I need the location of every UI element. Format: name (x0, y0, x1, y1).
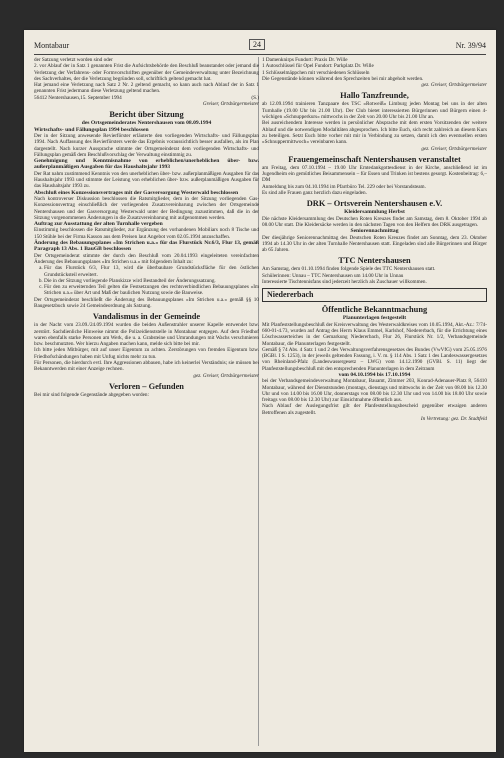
item-text: Die nächste Kleidersammlung des Deutschen Roten Kreuzes findet am Samstag, dem 8. Oktober 1994 ab 08.00 Uhr statt. Die Kleidersäcke werden in den nächsten Tagen von den Helfern des DRK ausgetragen. (262, 215, 487, 228)
section-title: Vandalismus in der Gemeinde (92, 312, 201, 322)
section-title: Bericht über Sitzung (109, 110, 184, 120)
item-text: Schülerinnen: Unnau – TTC Nentershausen um 14.00 Uhr in Unnau (262, 272, 404, 279)
town-box: Niedererbach (262, 288, 487, 302)
right-column (262, 57, 487, 422)
item-heading: Wirtschafts- und Fällungsplan 1994 beschlossen (34, 126, 149, 133)
list-item: c. Für den zu erweiternden Teil gelten die Festsetzungen des rechtsverbindlichen Bebauungsplanes »Im Strichen u.a.« über Art und Maß der baulichen Nutzung sowie die Bauweise. (44, 284, 259, 297)
intro-item-2: 2. vor Ablauf der in Satz 1 genannten Frist die Aufsichtsbehörde den Beschluß beanstandet oder jemand die Verletzung der Verfahrens- oder Formvorschriften gegenüber der Gemeindeverwaltung unter Bezeichnung des Sachverhaltes, der die Verletzung begründen soll, schriftlich geltend gemacht hat. (34, 63, 259, 82)
intro-item-1: der Satzung verletzt worden sind oder (34, 57, 113, 63)
item-text: Der Ortsgemeinderat stimmte der durch den Beschluß vom 20.04.1993 eingeleiteten vereinfachten Änderung des Bebauungsplanes »Im Strichen u.a.« mit folgendem Inhalt zu: (34, 252, 259, 265)
found-item: 1 Damenknirps Fundort: Praxis Dr. Wille (262, 57, 348, 63)
item-text: in der Nacht vom 23.09./24.09.1994 wurden die beiden Außenstrahler unserer Kapelle entwendet bzw. zerstört. Sachdienliche Hinweise nimmt die Polizeidienststelle in Montabaur entgegen. Auf dem Friedhof waren ebenfalls starke Personen am Werk, die u. a. Grabsteine und Umrandungen mit Wachs verschmieren bzw. beschmutzten. Wer hierzu Angaben machen kann, melde sich bitte bei mir. (34, 322, 259, 348)
item-text: Anmeldung bis zum 04.10.1994 im Pfarrbüro Tel. 229 oder bei Vorstandsteam. (262, 183, 426, 190)
section-title: DRK – Ortsverein Nentershausen e.V. (306, 199, 443, 209)
found-item: 1 Schlüsselmäppchen mit verschiedenen Schlüsseln (262, 69, 370, 76)
list-item: a. Für das Flurstück 6/3, Flur 13, wird die überbaubare Grundstücksfläche für den östlichen Grundstücksteil erweitert. (44, 265, 259, 278)
item-text: bei der Verbandsgemeindeverwaltung Montabaur, Bauamt, Zimmer 203, Konrad-Adenauer-Platz 8, 56410 Montabaur, während der Dienststunden (montags, dienstags und mittwochs in der Zeit von 08.00 bis 12.30 Uhr und von 14.00 bis 16.00 Uhr, donnerstags von 08.00 bis 12.30 Uhr und von 14.00 bis 18.00 Uhr sowie freitags von 08.00 bis 12.30 Uhr) zur Einsichtnahme öffentlich aus. (262, 378, 487, 404)
item-heading: Abschluß eines Konzessionsvertrages mit der Gasversorgung Westerwald beschlossen (34, 189, 239, 196)
item-text: Mit Planfeststellungsbeschluß der Kreisverwaltung des Westerwaldkreises vom 10.05.1994, Akt.-Az.: 7/74-660-01-4.73, wurden auf Antrag des Herrn Klaus Emmel, Karlshof, Niedererbach, für die Errichtung eines Löschwasserteiches in der Gemarkung Niedererbach, Flur 26, Flurstück Nr. 1/2, Verbandsgemeinde Montabaur, die Planunterlagen festgestellt. (262, 321, 487, 347)
item-text: ab 12.09.1994 trainieren Tanzpaare des TSC »Rotweiß« Limburg jeden Montag bei uns in der alten Turnhalle (19.00 Uhr bis 21.00 Uhr). Der Club bietet interessierten Bürgerinnen und Bürgern einen 4-wöchigen »Schnupperkurs« mittwochs in der Zeit von 20.00 Uhr bis 21.00 Uhr an. (262, 101, 487, 121)
header-town: Montabaur (34, 41, 70, 50)
item-text: Der Rat nahm zustimmend Kenntnis von den unerheblichen über- bzw. außerplanmäßigen Ausgaben für das Haushaltsjahr 1993 und stimmte der Leistung von erheblichen über- bzw. außerplanmäßigen Ausgaben für das Haushaltsjahr 1993 zu. (34, 170, 259, 190)
section-subtitle: Planunterlagen festgestellt (342, 315, 407, 322)
signature: In Vertretung: gez. Dr. Stadtfeld (420, 416, 487, 423)
section-title: Öffentliche Bekanntmachung (321, 305, 428, 315)
item-heading: Auftrag zur Ausstattung der alten Turnhalle vergeben (34, 221, 163, 228)
issue-number: Nr. 39/94 (455, 41, 486, 50)
page-header (34, 41, 486, 53)
section-title: Verloren – Gefunden (109, 381, 184, 391)
intro-paragraph: Hat jemand eine Verletzung nach Satz 2 Nr. 2 geltend gemacht, so kann auch nach Ablauf der in Satz 1 genannten Frist jedermann diese Verletzung geltend machen. (34, 82, 259, 95)
section-subtitle: des Ortsgemeinderates Nentershausen vom 08.09.1994 (81, 120, 212, 127)
item-text: Für Personen, die hierdurch evtl. Ihre Aggressionen abbauen, habe ich keinerlei Verständnis; sie müssen bei Bekanntwerden mit einer Anzeige rechnen. (34, 360, 259, 373)
item-text: Nach kontroverser Diskussion beschlossen die Ratsmitglieder, dem in der Sitzung vorliegenden Gas-Konzessionsvertrag einschließlich der vorliegenden Zusatzvereinbarung zwischen der Ortsgemeinde Nentershausen und der Gasversorgung Westerwald unter der Bedingung zuzustimmen, daß die in der Sitzung vorgenommenen Änderungen in die Zusatzvereinbarung mit aufgenommen werden. (34, 195, 259, 221)
page-number: 24 (249, 39, 265, 50)
signature: gez. Greiser, Ortsbürgermeister (421, 145, 487, 152)
section-title: Hallo Tanzfreunde, (340, 91, 409, 101)
signature: Greiser, Ortsbürgermeister (202, 101, 259, 108)
item-text: am Freitag, dem 07.10.1994 – 19.00 Uhr Erntedankgottesdienst in der Kirche, anschließend ist im Jugendheim ein gemütliches Beisammensein – für Essen und Trinken ist bestens gesorgt. Kostenbeitrag: 6,– DM (262, 164, 487, 184)
item-text: Gemäß § 74 Abs. 4 Satz 1 und 2 des Verwaltungsverfahrensgesetzes des Bundes (VwVfG) vom 25.05.1976 (BGBl. I S. 1253), in der jeweils geltenden Fassung, i. V. m. § 114 Abs. 1 Satz 1 des Landeswassergesetzes von Rheinland-Pfalz (Landeswassergesetz – LWG) vom 14.12.1990 (GVBl. S. 11) liegt der Planfeststellungsbeschluß mit den entsprechenden Planunterlagen in dem Zeitraum (262, 346, 487, 372)
newspaper-page (24, 30, 496, 752)
item-heading: Änderung des Bebauungsplanes »Im Strichen u.a.« für das Flurstück Nr.6/3, Flur 13, gemäß Paragraph 13 Abs. 1 BauGB beschlossen (34, 240, 259, 253)
place-date: 56412 Nentershausen,15. September 1994 (S.) (34, 94, 259, 101)
list-item: b. Die in der Sitzung vorliegende Planskizze wird Bestandteil der Änderungssatzung. (44, 278, 259, 284)
left-column (34, 57, 259, 398)
item-text: Ich bitte jeden Mitbürger, mit auf unser Eigentum zu achten. Zerstörungen von fremden Eigentum bzw. Friedhofschändungen haben mit Unfug nichts mehr zu tun. (34, 347, 259, 360)
item-text: Der in der Sitzung anwesende Revierförster erläuterte den vorliegenden Wirtschafts- und Fällungsplan 1994. Nach Auffassung des Revierförsters werde das Ergebnis voraussichtlich besser ausfallen, als im Plan dargestellt. Nach kurzer Aussprache stimmte der Ortsgemeinderat dem vorliegenden Wirtschafts- und Fällungsplan gemäß dem Beschlußvorschlag der Verwaltung einstimmig zu. (34, 132, 259, 158)
item-text: Am Samstag, dem 01.10.1994 finden folgende Spiele des TTC Nentershausen statt. (262, 266, 436, 273)
section-subtitle: Kleidersammlung Herbst (344, 209, 405, 216)
item-text: Der diesjährige Seniorennachmittag des Deutschen Roten Kreuzes findet am Sonntag, dem 23. Oktober 1994 ab 14.30 Uhr in der alten Turnhalle Nentershausen statt. Eingeladen sind alle Bürgerinnen und Bürger ab 65 Jahren. (262, 234, 487, 254)
item-text: Nach Ablauf der Auslegungsfrist gilt der Planfeststellungsbescheid gegenüber etwaigen anderen Betroffenen als zugestellt. (262, 403, 487, 416)
signature: gez. Greiser, Ortsbürgermeister (193, 372, 259, 379)
item-text: Es sind alle Frauen ganz herzlich dazu eingeladen. (262, 190, 367, 197)
section-title: TTC Nentershausen (338, 256, 411, 266)
header-rule (34, 54, 486, 55)
item-heading: Genehmigung und Kenntnisnahme von erheblichen/unerheblichen über- bzw. außerplanmäßigen Ausgaben für das Haushaltsjahr 1993 (34, 158, 259, 171)
item-text: Der Ortsgemeinderat beschließt die Änderung des Bebauungsplanes »Im Strichen u.a.« gemäß §§ 10 Baugesetzbuch sowie 24 Gemeindeordnung als Satzung. (34, 296, 259, 309)
item-text: Die Gegenstände können während den Sprechzeiten bei mir abgeholt werden. (262, 75, 424, 82)
item-text: Interessierte Tischtennisfans sind jederzeit herzlich als Zuschauer willkommen. (262, 279, 427, 286)
section-subtitle: Seniorennachmittag (350, 228, 399, 235)
section-title: Frauengemeinschaft Nentershausen veranstaltet (288, 154, 461, 164)
signature: gez. Greiser, Ortsbürgermeister (421, 82, 487, 89)
item-text: Bei mir sind folgende Gegenstände abgegeben worden: (34, 391, 149, 398)
date-range: vom 04.10.1994 bis 17.10.1994 (338, 371, 411, 378)
found-item: 1 Autoschlüssel für Opel Fundort: Parkplatz Dr. Wille (262, 63, 374, 70)
item-text: Bei ausreichendem Interesse werden in persönlicher Absprache mit dem ersten Vorsitzenden der weitere Ablauf und die notwendigen Modalitäten abgesprochen. Ich bitte Euch, sich recht zahlreich an diesem Kurs zu beteiligen. Setzt Euch bitte vorher mit mir in Verbindung zu setzen, damit ich den eventuellen ersten »Schnuppermittwoch« vereinbaren kann. (262, 120, 487, 146)
item-text: Einstimmig beschlossen die Ratsmitglieder, zur Ergänzung des vorhandenen Mobiliars noch 8 Tische und 150 Stühle bei der Firma Kasson aus dem Preisen laut Angebot vom 02.05.1994 anzuschaffen. (34, 227, 259, 240)
bebauung-list (34, 265, 259, 296)
